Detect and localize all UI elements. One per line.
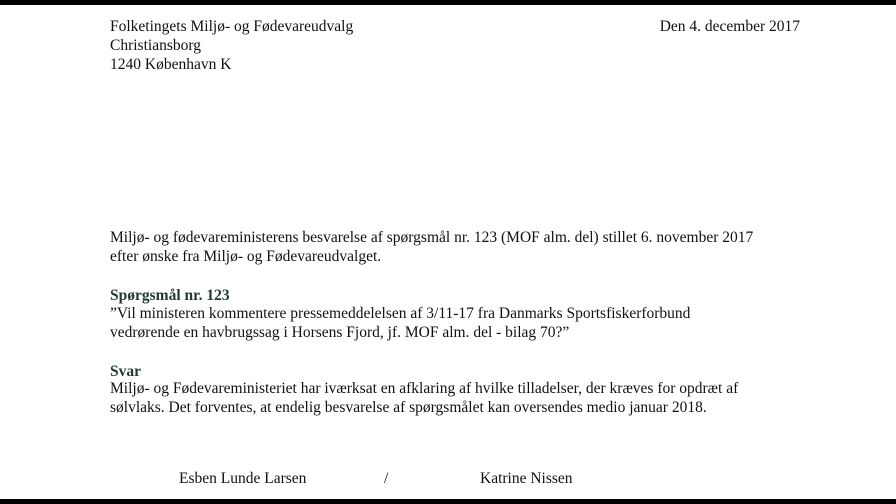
answer-line: Miljø- og Fødevareministeriet har iværksat en afklaring af hvilke tilladelser, der kræves for opdræt af bbox=[110, 380, 739, 397]
signature-minister: Esben Lunde Larsen bbox=[179, 470, 307, 487]
answer-text bbox=[110, 379, 738, 417]
question-line: vedrørende en havbrugssag i Horsens Fjord, jf. MOF alm. del - bilag 70?” bbox=[110, 324, 570, 341]
signature-separator: / bbox=[384, 470, 389, 487]
question-text bbox=[110, 304, 690, 342]
page-top-border bbox=[0, 0, 896, 5]
answer-line: sølvlaks. Det forventes, at endelig besvarelse af spørgsmålet kan oversendes medio januar 2018. bbox=[110, 399, 707, 416]
page-bottom-border bbox=[0, 499, 896, 504]
intro-line: Miljø- og fødevareministerens besvarelse af spørgsmål nr. 123 (MOF alm. del) stillet 6. november 2017 bbox=[110, 229, 754, 246]
recipient-line: Folketingets Miljø- og Fødevareudvalg bbox=[110, 18, 354, 35]
recipient-address bbox=[110, 17, 353, 74]
letter-date: Den 4. december 2017 bbox=[659, 18, 800, 35]
answer-heading: Svar bbox=[110, 363, 141, 380]
question-heading: Spørgsmål nr. 123 bbox=[110, 287, 230, 304]
intro-line: efter ønske fra Miljø- og Fødevareudvalget. bbox=[110, 248, 382, 265]
recipient-line: 1240 København K bbox=[110, 56, 232, 73]
intro-paragraph bbox=[110, 228, 753, 266]
question-line: ”Vil ministeren kommentere pressemeddelelsen af 3/11-17 fra Danmarks Sportsfiskerforbund bbox=[110, 305, 691, 322]
signature-official: Katrine Nissen bbox=[480, 470, 573, 487]
recipient-line: Christiansborg bbox=[110, 37, 201, 54]
